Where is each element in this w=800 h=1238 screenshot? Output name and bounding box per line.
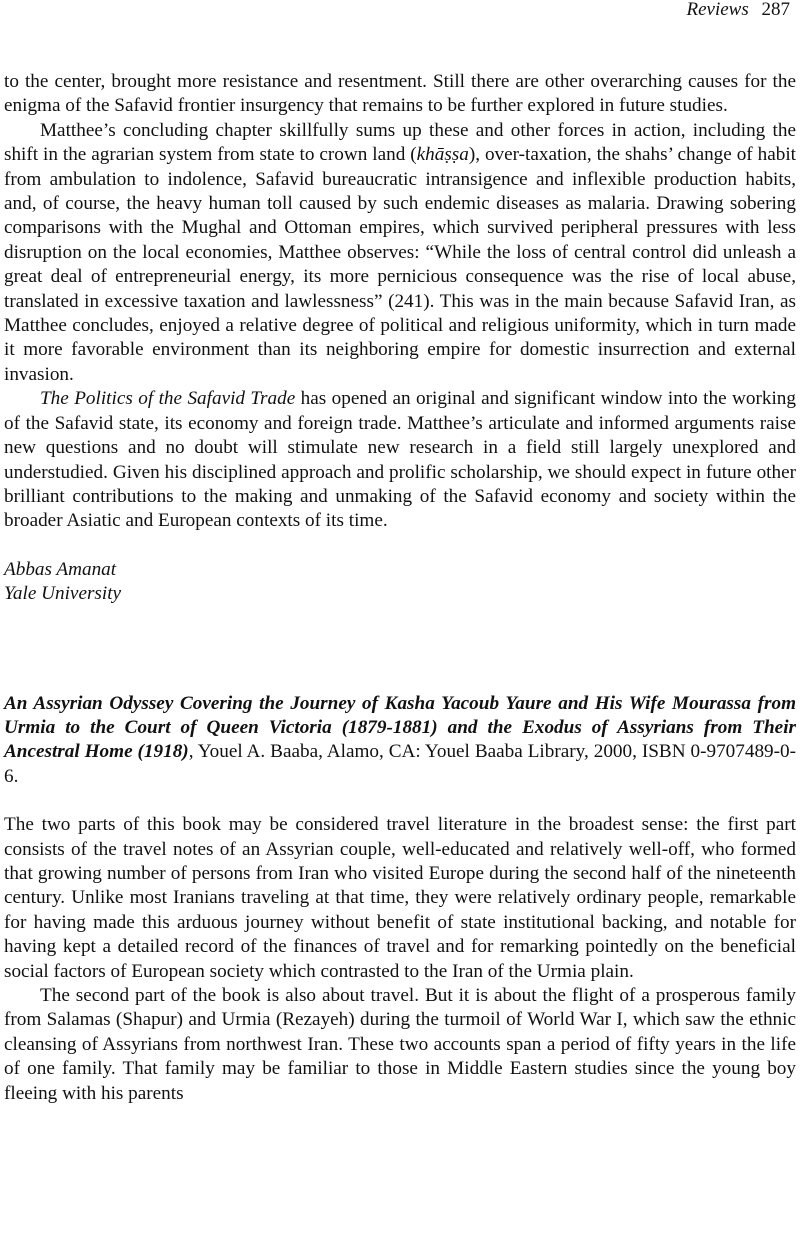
review2-citation — [4, 692, 796, 790]
review2-book-title: An Assyrian Odyssey Covering the Journey of Kasha Yacoub Yaure and His Wife Mourassa from Urmia to the Court of Queen Victoria (1879-1881) and the Exodus of Assyrians from Their Ancestral Home (1918) — [4, 692, 796, 763]
review1-paragraph-3 — [4, 387, 796, 533]
reviewer-name: Abbas Amanat — [4, 558, 117, 580]
khassa-term: khāṣṣa — [416, 144, 469, 166]
reviewed-book-title: The Politics of the Safavid Trade — [40, 388, 296, 410]
running-header — [686, 0, 790, 20]
page-body — [4, 70, 796, 1106]
review1-paragraph-2 — [4, 119, 796, 387]
review2-paragraph-2: The second part of the book is also about travel. But it is about the flight of a prosperous family from Salamas (Shapur) and Urmia (Rezayeh) during the turmoil of World War I, which saw the ethnic cleansing of Assyrians from northwest Iran. These two accounts span a period of fifty years in the life of one family. That family may be familiar to those in Middle Eastern studies since the young boy fleeing with his parents — [4, 985, 796, 1104]
review1-paragraph-1: to the center, brought more resistance and resentment. Still there are other overarching causes for the enigma of the Safavid frontier insurgency that remains to be further explored in future studies. — [4, 71, 796, 117]
review1-paragraph-2-text-b: ), over-taxation, the shahs’ change of habit from ambulation to indolence, Safavid bureaucratic intransigence and inflexible production habits, and, of course, the heavy human toll caused by such endemic diseases as malaria. Drawing sobering comparisons with the Mughal and Ottoman empires, which survived peripheral pressures with less disruption on the local economies, Matthee observes: “While the loss of central control did unleash a great deal of entrepreneurial energy, its more pernicious consequence was the rise of local abuse, translated in excessive taxation and lawlessness” (241). This was in the main because Safavid Iran, as Matthee concludes, enjoyed a relative degree of political and religious uniformity, which in turn made it more favorable environment than its neighboring empire for domestic insurrection and external invasion. — [4, 144, 796, 385]
page-number: 287 — [761, 0, 790, 20]
review2-paragraph-1: The two parts of this book may be considered travel literature in the broadest sense: the first part consists of the travel notes of an Assyrian couple, well-educated and relatively well-off, who formed that growing number of persons from Iran who visited Europe during the second half of the nineteenth century. Unlike most Iranians traveling at that time, they were relatively ordinary people, remarkable for having made this arduous journey without benefit of state institutional backing, and notable for having kept a detailed record of the finances of travel and for remarking pointedly on the beneficial social factors of European society which contrasted to the Iran of the Urmia plain. — [4, 814, 796, 982]
review2-book-details: , Youel A. Baaba, Alamo, CA: Youel Baaba Library, 2000, ISBN 0-9707489-0-6. — [4, 741, 796, 787]
review1-paragraph-2-text-a: Matthee’s concluding chapter skillfully sums up these and other forces in action, including the shift in the agrarian system from state to crown land ( — [4, 119, 796, 166]
running-title: Reviews — [686, 0, 749, 20]
reviewer-affiliation: Yale University — [4, 583, 122, 605]
review1-paragraph-3-text: has opened an original and significant window into the working of the Safavid state, its economy and foreign trade. Matthee’s articulate and informed arguments raise new questions and no doubt will stimulate new research in a field still largely unexplored and understudied. Given his disciplined approach and prolific scholarship, we should expect in future other brilliant contributions to the making and unmaking of the Safavid economy and society within the broader Asiatic and European contexts of its time. — [4, 388, 796, 532]
